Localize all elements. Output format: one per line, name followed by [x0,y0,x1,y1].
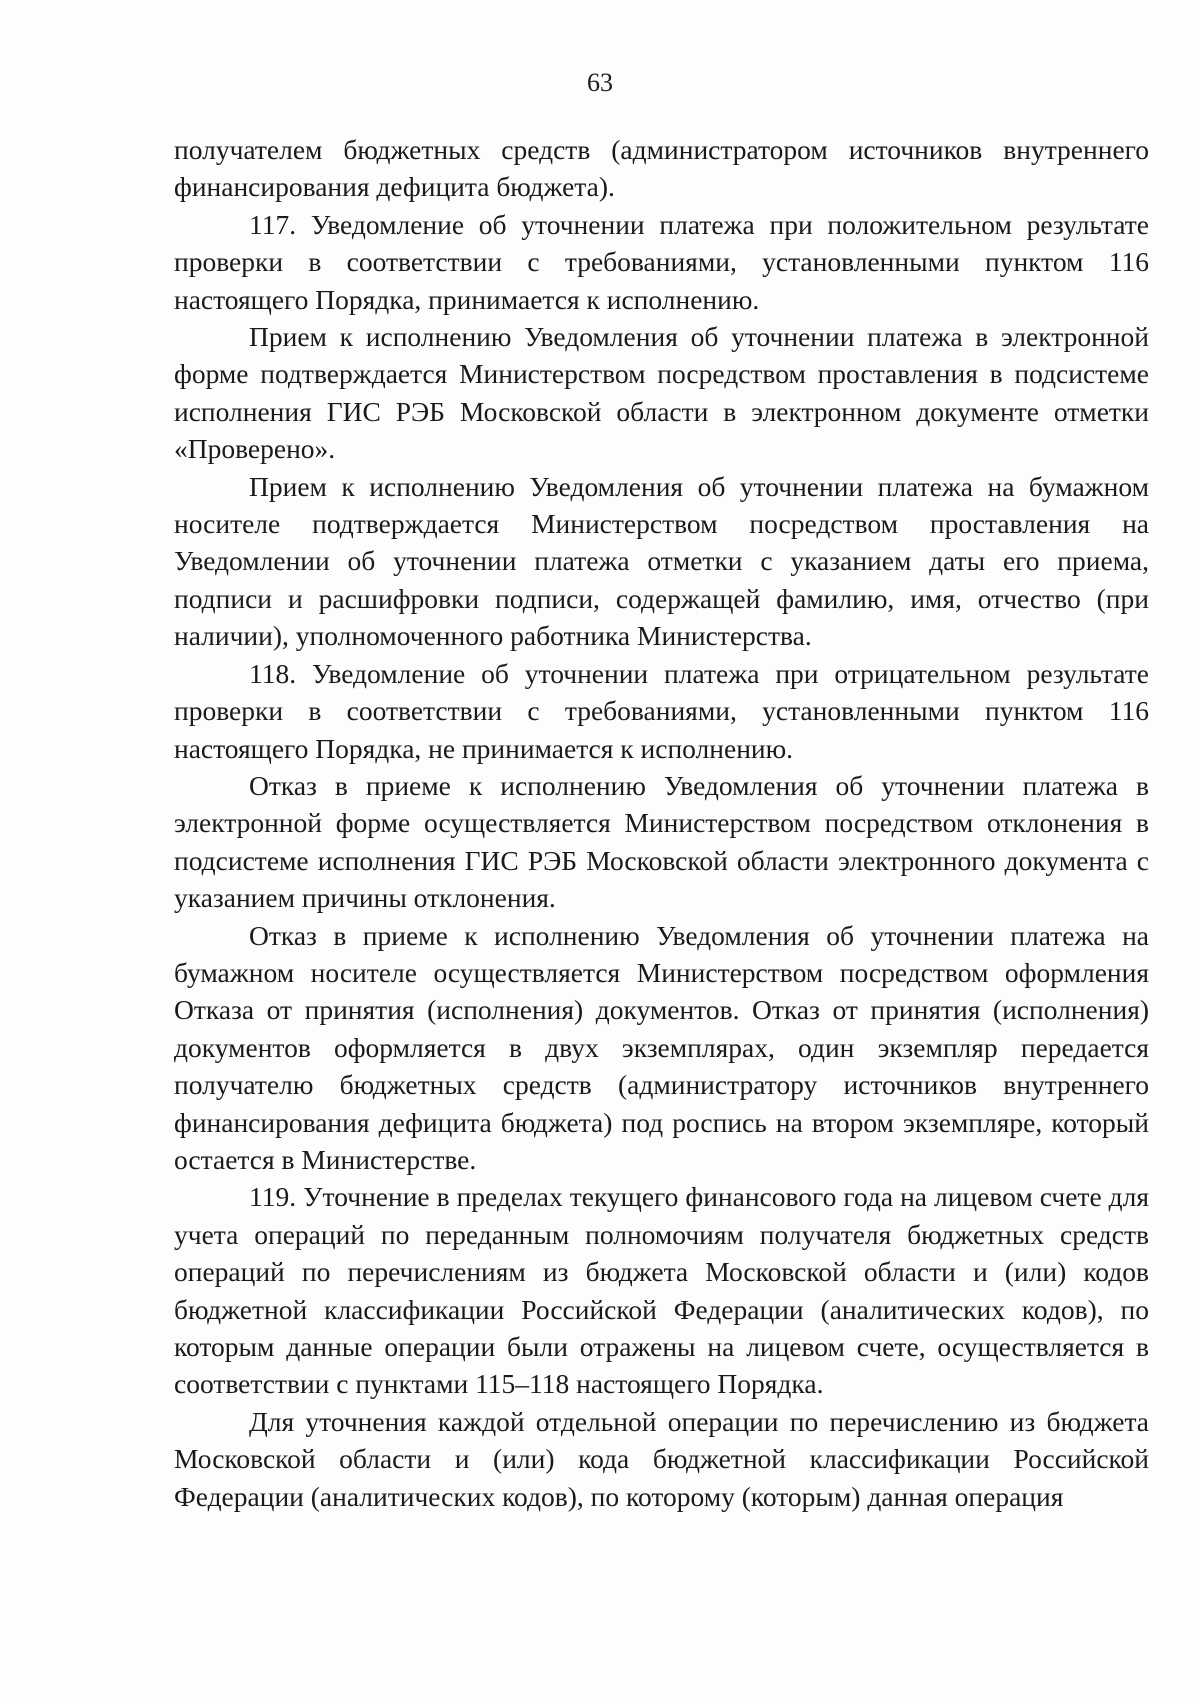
paragraph-117: 117. Уведомление об уточнении платежа при положительном результате проверки в соответствии с требованиями, установленными пунктом 116 настоящего Порядка, принимается к исполнению. [174,208,1149,315]
paragraph-paper-acceptance: Прием к исполнению Уведомления об уточнении платежа на бумажном носителе подтверждается Министерством посредством проставления на Уведомлении об уточнении платежа отметки с указанием даты его приема, подписи и расшифровки подписи, содержащей фамилию, имя, отчество (при наличии), уполномоченного работника Министерства. [174,470,1149,652]
paragraph-operation-clarification: Для уточнения каждой отдельной операции по перечислению из бюджета Московской области и (или) кода бюджетной классификации Российской Федерации (аналитических кодов), по которому (которым) данная операция [174,1405,1149,1512]
paragraph-119: 119. Уточнение в пределах текущего финансового года на лицевом счете для учета операций по переданным полномочиям получателя бюджетных средств операций по перечислениям из бюджета Московской области и (или) кодов бюджетной классификации Российской Федерации (аналитических кодов), по которым данные операции были отражены на лицевом счете, осуществляется в соответствии с пунктами 115–118 настоящего Порядка. [174,1181,1149,1400]
paragraph-paper-refusal: Отказ в приеме к исполнению Уведомления об уточнении платежа на бумажном носителе осуществляется Министерством посредством оформления Отказа от принятия (исполнения) документов. Отказ от принятия (исполнения) документов оформляется в двух экземплярах, один экземпляр передается получателю бюджетных средств (администратору источников внутреннего финансирования дефицита бюджета) под роспись на втором экземпляре, который остается в Министерстве. [174,919,1149,1175]
paragraph-118: 118. Уведомление об уточнении платежа при отрицательном результате проверки в соответствии с требованиями, установленными пунктом 116 настоящего Порядка, не принимается к исполнению. [174,657,1149,764]
paragraph-electronic-refusal: Отказ в приеме к исполнению Уведомления об уточнении платежа в электронной форме осуществляется Министерством посредством отклонения в подсистеме исполнения ГИС РЭБ Московской области электронного документа с указанием причины отклонения. [174,769,1149,914]
document-body [174,131,1149,1515]
paragraph-continuation: получателем бюджетных средств (администратором источников внутреннего финансирования дефицита бюджета). [174,134,1149,203]
paragraph-electronic-acceptance: Прием к исполнению Уведомления об уточнении платежа в электронной форме подтверждается Министерством посредством проставления в подсистеме исполнения ГИС РЭБ Московской области в электронном документе отметки «Проверено». [174,321,1149,465]
page-number: 63 [587,68,613,97]
